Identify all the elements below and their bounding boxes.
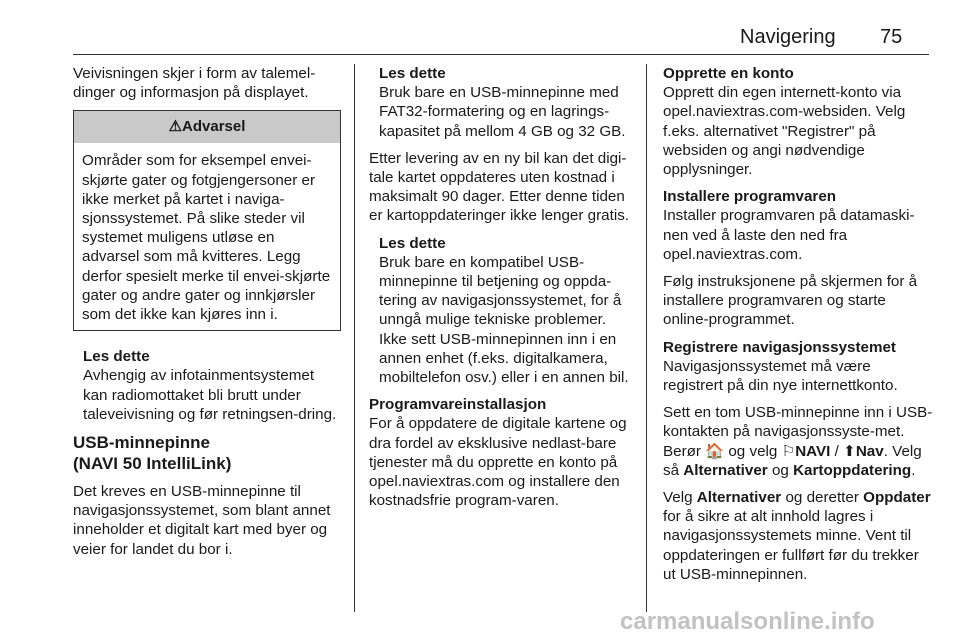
note-text: Bruk bare en kompatibel USB-minnepinne til betjening og oppda-tering av navigasjonssystemet, for å unngå mulige tekniske problemer. Ikke sett USB-minnepinnen inn i en annen enhet (f.eks. digitalkamera, mobiltelefon osv.) eller i en annen bil.: [379, 253, 629, 387]
subsection-text: For å oppdatere de digitale kartene og dra fordel av eksklusive nedlast-bare tjenester må du opprette en konto på opel.naviextras.com og installere den kostnadsfrie program-varen.: [369, 415, 627, 510]
subsection-text: Installer programvaren på datamaski-nen ved å laste den ned fra opel.naviextras.com.: [663, 207, 915, 263]
separator: /: [834, 442, 839, 460]
subsection-text: Følg instruksjonene på skjermen for å installere programvaren og starte online-programmet.: [663, 273, 918, 329]
header-rule: [73, 54, 929, 55]
subsection-title: Programvareinstallasjon: [369, 396, 547, 414]
navi-label: NAVI: [795, 442, 831, 460]
instruction-paragraph: [663, 488, 933, 584]
note-text: Bruk bare en USB-minnepinne med FAT32-formatering og en lagrings-kapasitet på mellom 4 GB og 32 GB.: [379, 84, 626, 140]
subsection-text: Opprett din egen internett-konto via opel.naviextras.com-websiden. Velg f.eks. alternativet "Registrer" på websiden og angi nødvendige opplysninger.: [663, 84, 906, 179]
note-title: Les dette: [83, 348, 150, 366]
usb-paragraph: Det kreves en USB-minnepinne til navigasjonssystemet, som blant annet inneholder et digitalt kart med byer og veier for landet du bor i.: [73, 483, 331, 558]
page-number: 75: [880, 26, 903, 48]
subsection-text: Navigasjonssystemet må være registrert på din nye internettkonto.: [663, 357, 898, 395]
column-2: [369, 64, 633, 518]
nav-label: Nav: [855, 442, 884, 460]
column-divider: [354, 64, 355, 612]
note-box: [379, 234, 633, 388]
instruction-text: og velg: [728, 442, 778, 460]
map-update-paragraph: Etter levering av en ny bil kan det digi-tale kartet oppdateres uten kostnad i maksimalt 90 dager. Etter denne tiden er kartoppdateringer ikke lenger gratis.: [369, 149, 630, 225]
instruction-text: Velg så: [663, 442, 922, 479]
alternativer-label: Alternativer: [696, 489, 782, 507]
instruction-text: Sett en tom USB-minnepinne inn i USB-kontakten på navigasjonssyste-met. Berør: [663, 404, 933, 460]
punctuation: .: [883, 442, 888, 460]
watermark: carmanualsonline.info: [620, 608, 875, 635]
flag-icon: ⚐: [781, 442, 796, 460]
section-heading: [73, 432, 341, 474]
column-divider: [646, 64, 647, 612]
instruction-text: for å sikre at alt innhold lagres i navigasjonssystemets minne. Vent til oppdateringen er fullført før du trekker ut USB-minnepinnen.: [663, 508, 919, 583]
warning-icon: ⚠: [168, 118, 183, 136]
navigation-arrow-icon: ⬆: [843, 442, 856, 460]
oppdater-label: Oppdater: [863, 489, 931, 507]
home-icon: 🏠: [705, 442, 725, 460]
section-heading-line1: USB-minnepinne: [73, 433, 210, 453]
section-heading-line2: (NAVI 50 IntelliLink): [73, 454, 232, 474]
alternativer-label: Alternativer: [683, 461, 768, 479]
warning-label: Advarsel: [182, 118, 246, 136]
instruction-paragraph: [663, 403, 933, 480]
column-3: [663, 64, 933, 592]
kartoppdatering-label: Kartoppdatering: [793, 461, 912, 479]
warning-box: [73, 110, 341, 331]
punctuation: .: [911, 461, 916, 479]
note-box: [83, 347, 341, 424]
intro-paragraph: Veivisningen skjer i form av talemel-dinger og informasjon på displayet.: [73, 65, 316, 102]
subsection-title: Installere programvaren: [663, 188, 837, 206]
column-1: [73, 64, 341, 567]
note-title: Les dette: [379, 65, 446, 82]
note-title: Les dette: [379, 234, 446, 252]
note-text: Avhengig av infotainmentsystemet kan radiomottaket bli brutt under taleveivisning og før retningsen-dring.: [83, 367, 337, 423]
subsection-title: Opprette en konto: [663, 65, 794, 82]
subsection-title: Registrere navigasjonssystemet: [663, 338, 896, 356]
instruction-text: og deretter: [785, 489, 859, 507]
warning-header: [74, 111, 340, 143]
running-header-title: Navigering: [740, 26, 836, 48]
warning-text: Områder som for eksempel envei-skjørte gater og fotgjengersoner er ikke merket på kartet i naviga-sjonssystemet. På slike steder vil systemet muligens utløse en advarsel som må kvitteres. Legg derfor spesielt merke til envei-skjørte gater og andre gater og innkjørsler som det ikke kan kjøres inn i.: [82, 152, 331, 324]
instruction-text: og: [771, 461, 789, 479]
instruction-text: Velg: [663, 489, 693, 507]
note-box: [379, 64, 633, 141]
